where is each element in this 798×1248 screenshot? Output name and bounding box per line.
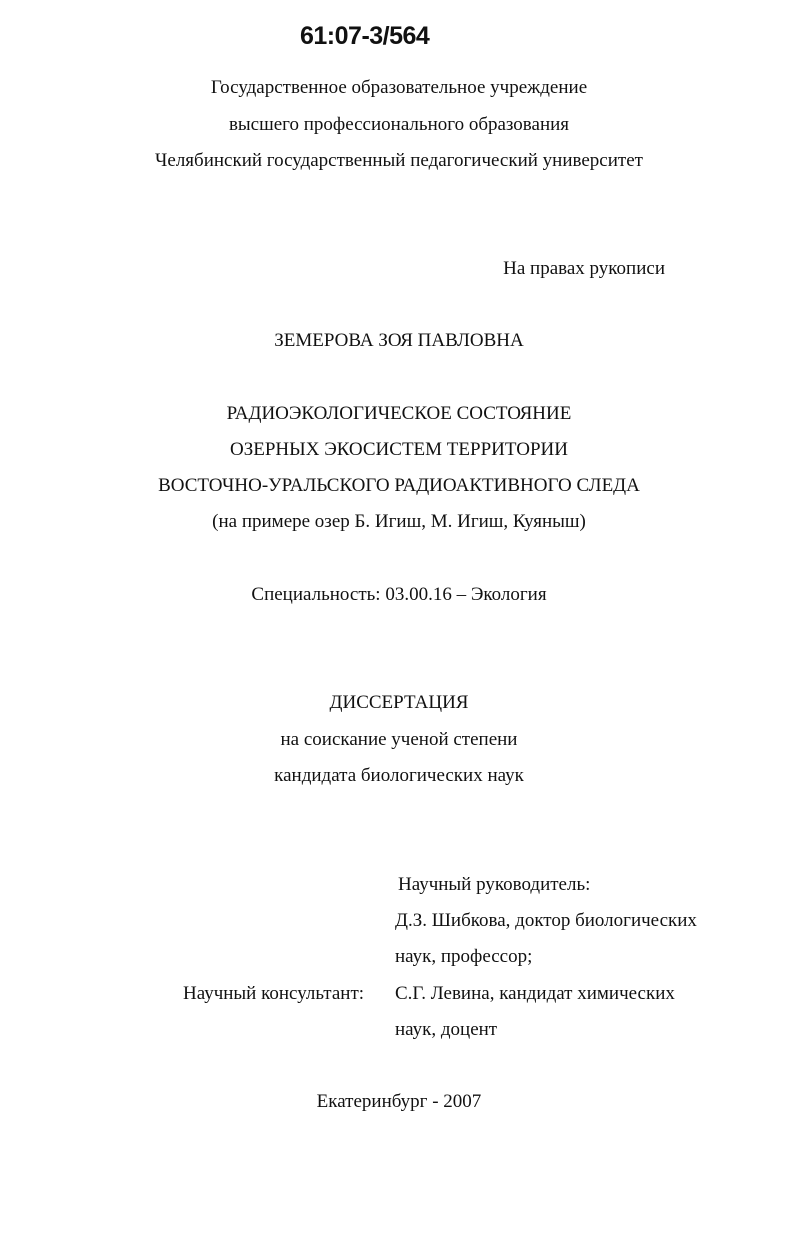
supervisor-line-1: Д.З. Шибкова, доктор биологических xyxy=(395,910,697,931)
consultant-line-1: С.Г. Левина, кандидат химических xyxy=(395,983,675,1004)
work-type-line-1: на соискание ученой степени xyxy=(280,729,518,750)
institution-line-3: Челябинский государственный педагогический университет xyxy=(155,150,643,171)
institution-line-1: Государственное образовательное учреждение xyxy=(210,77,588,98)
title-subtitle: (на примере озер Б. Игиш, М. Игиш, Куяныш) xyxy=(212,511,586,532)
work-type-line-2: кандидата биологических наук xyxy=(274,765,524,786)
author-name: ЗЕМЕРОВА ЗОЯ ПАВЛОВНА xyxy=(274,330,524,351)
city-year: Екатеринбург - 2007 xyxy=(316,1091,482,1112)
title-line-3: ВОСТОЧНО-УРАЛЬСКОГО РАДИОАКТИВНОГО СЛЕДА xyxy=(158,475,640,496)
institution-line-2: высшего профессионального образования xyxy=(228,114,570,135)
archive-code-stamp: 61:07-3/564 xyxy=(300,22,430,50)
supervisor-label: Научный руководитель: xyxy=(398,874,591,895)
consultant-line-2: наук, доцент xyxy=(395,1019,498,1040)
specialty: Специальность: 03.00.16 – Экология xyxy=(251,584,547,605)
consultant-label: Научный консультант: xyxy=(183,983,365,1004)
title-line-1: РАДИОЭКОЛОГИЧЕСКОЕ СОСТОЯНИЕ xyxy=(226,403,572,424)
supervisor-line-2: наук, профессор; xyxy=(395,946,533,967)
work-type-heading: ДИССЕРТАЦИЯ xyxy=(329,692,469,713)
title-line-2: ОЗЕРНЫХ ЭКОСИСТЕМ ТЕРРИТОРИИ xyxy=(230,439,568,460)
manuscript-note: На правах рукописи xyxy=(503,258,665,279)
